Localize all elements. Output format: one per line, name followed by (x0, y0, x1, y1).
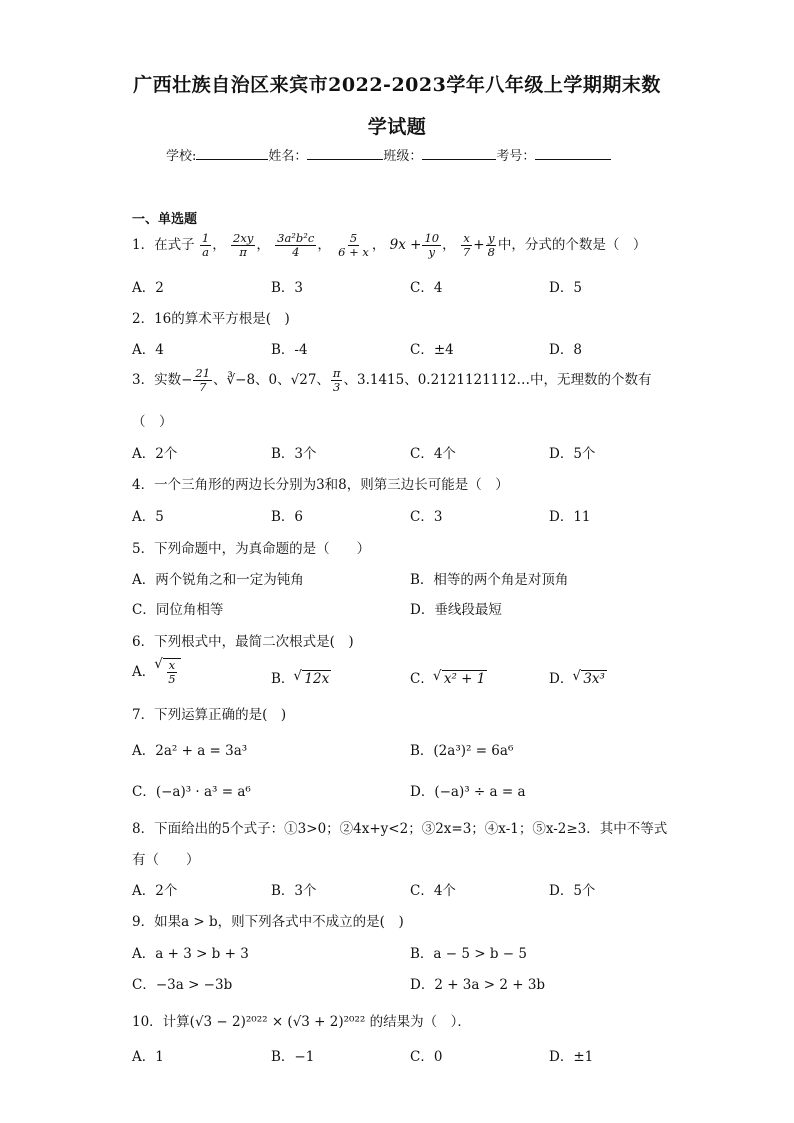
exam-number-label: 考号： (496, 149, 536, 164)
question-1: 1．在式子 $\frac{1}{a}$ ， $\frac{2xy}{\pi}$ ， $\frac{\text{3a²b²c}}{4}$ ， $\frac{5}{6 + x}$ ， 9x + $\frac{10}{y}$ ， $\frac{x}{7}$ + $\frac{y}{8}$ 中，分式的个数是（ ） (132, 231, 647, 259)
q1-prefix: 1．在式子 (132, 237, 195, 253)
question-8-line2: 有（ ） (132, 852, 200, 868)
q4-option-a[interactable]: A．5 (132, 509, 164, 525)
q5-option-d[interactable]: D．垂线段最短 (410, 602, 502, 618)
q8-option-d[interactable]: D．5个 (549, 883, 596, 899)
q6-b-radical: √ 12x (302, 670, 331, 687)
name-blank[interactable] (307, 147, 383, 160)
q1-suffix: 中，分式的个数是（ ） (497, 237, 647, 253)
question-3 (132, 367, 652, 394)
q3-fraction: $\frac{21}{7}$ (195, 366, 211, 394)
q7-option-a[interactable]: A．2a² + a = 3a³ (132, 743, 248, 759)
q9-option-a[interactable]: A．a + 3 > b + 3 (132, 946, 249, 962)
school-blank[interactable] (196, 147, 268, 160)
q7-option-c[interactable]: C．(−a)³ · a³ = a⁶ (132, 784, 251, 800)
q3-pi-fraction: $\frac{\pi}{3}$ (332, 366, 341, 394)
class-label: 班级： (383, 149, 423, 164)
q10-option-d[interactable]: D．±1 (549, 1049, 594, 1065)
section-heading: 一、单选题 (132, 212, 198, 227)
question-4: 4．一个三角形的两边长分别为3和8，则第三边长可能是（ ） (132, 477, 509, 493)
q9-option-d[interactable]: D．2 + 3a > 2 + 3b (410, 977, 546, 993)
name-label: 姓名： (268, 149, 308, 164)
question-3-line2: （ ） (132, 414, 173, 430)
q3-prefix: 3．实数− (132, 372, 193, 388)
q6-option-d[interactable]: D．√ 3x³ (549, 667, 607, 687)
q2-option-a[interactable]: A．4 (132, 342, 164, 358)
class-blank[interactable] (422, 147, 496, 160)
q4-option-c[interactable]: C．3 (410, 509, 443, 525)
q4-option-b[interactable]: B．6 (271, 509, 304, 525)
q1-option-b[interactable]: B．3 (271, 280, 304, 296)
q1-expr-5: 9x + (389, 237, 422, 253)
q4-option-d[interactable]: D．11 (549, 509, 591, 525)
q1-fraction-2: $\frac{2xy}{\pi}$ (233, 231, 254, 259)
q1-fraction-7: $\frac{y}{8}$ (487, 231, 495, 259)
q6-c-radical: √ x² + 1 (442, 670, 488, 687)
q1-fraction-4: $\frac{5}{6 + x}$ (338, 231, 369, 259)
q9-option-b[interactable]: B．a − 5 > b − 5 (410, 946, 527, 962)
question-8: 8．下面给出的5个式子：①3>0；②4x+y<2；③2x=3；④x-1；⑤x-2≥3．其中不等式 (132, 821, 668, 837)
q10-option-a[interactable]: A．1 (132, 1049, 164, 1065)
q2-option-d[interactable]: D．8 (549, 342, 582, 358)
q1-fraction-5: $\frac{10}{y}$ (424, 231, 440, 259)
q1-fraction-3: $\frac{\text{3a²b²c}}{4}$ (277, 231, 315, 259)
q6-option-a[interactable]: A． √ $\frac{x}{5}$ (132, 658, 181, 686)
q6-option-c[interactable]: C．√ x² + 1 (410, 667, 487, 687)
q3-mid: 、∛−8、0、√27、 (213, 372, 330, 388)
q3-option-c[interactable]: C．4个 (410, 446, 456, 462)
question-5: 5．下列命题中，为真命题的是（ ） (132, 541, 371, 557)
q8-option-c[interactable]: C．4个 (410, 883, 456, 899)
q10-option-c[interactable]: C．0 (410, 1049, 443, 1065)
q1-option-a[interactable]: A．2 (132, 280, 164, 296)
q3-option-b[interactable]: B．3个 (271, 446, 317, 462)
question-2: 2．16的算术平方根是( ) (132, 311, 290, 327)
q6-d-radical: √ 3x³ (581, 670, 607, 687)
q7-option-b[interactable]: B．(2a³)² = 6a⁶ (410, 743, 514, 759)
q3-option-d[interactable]: D．5个 (549, 446, 596, 462)
q5-option-b[interactable]: B．相等的两个角是对顶角 (410, 572, 569, 588)
q3-option-a[interactable]: A．2个 (132, 446, 178, 462)
q1-option-c[interactable]: C．4 (410, 280, 443, 296)
question-9: 9．如果a > b，则下列各式中不成立的是( ) (132, 914, 404, 930)
q7-option-d[interactable]: D．(−a)³ ÷ a = a (410, 784, 526, 800)
question-7: 7．下列运算正确的是( ) (132, 707, 287, 723)
q1-option-d[interactable]: D．5 (549, 280, 582, 296)
q9-option-c[interactable]: C．−3a > −3b (132, 977, 233, 993)
q2-option-b[interactable]: B．-4 (271, 342, 308, 358)
q1-fraction-6: $\frac{x}{7}$ (462, 231, 471, 259)
question-10: 10．计算(√3 − 2)²⁰²² × (√3 + 2)²⁰²² 的结果为（ ）． (132, 1014, 471, 1030)
q2-option-c[interactable]: C．±4 (410, 342, 454, 358)
student-info-row (166, 145, 611, 164)
q6-a-radical: √ $\frac{x}{5}$ (163, 658, 180, 686)
page-title-line1: 广西壮族自治区来宾市2022-2023学年八年级上学期期末数 (133, 74, 661, 96)
q3-suffix: 、3.1415、0.2121121112…中，无理数的个数有 (343, 372, 652, 388)
q8-option-a[interactable]: A．2个 (132, 883, 178, 899)
q6-option-b[interactable]: B．√ 12x (271, 667, 331, 687)
q5-option-c[interactable]: C．同位角相等 (132, 602, 224, 618)
school-label: 学校: (166, 149, 197, 164)
q8-option-b[interactable]: B．3个 (271, 883, 317, 899)
q1-fraction-1: $\frac{1}{a}$ (201, 231, 210, 259)
q1-plus: + (473, 237, 485, 253)
q10-option-b[interactable]: B．−1 (271, 1049, 315, 1065)
q5-option-a[interactable]: A．两个锐角之和一定为钝角 (132, 572, 304, 588)
question-6: 6．下列根式中，最简二次根式是( ) (132, 634, 354, 650)
exam-number-blank[interactable] (535, 147, 611, 160)
page-title-line2: 学试题 (367, 116, 427, 138)
